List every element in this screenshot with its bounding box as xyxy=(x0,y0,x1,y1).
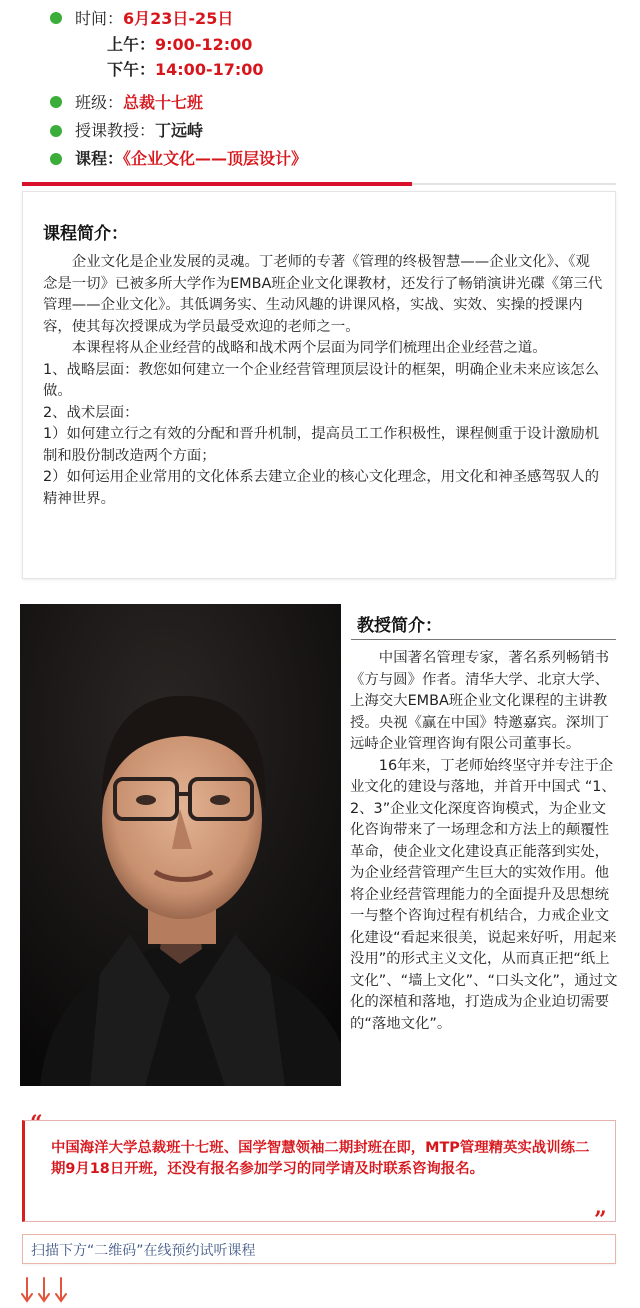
time-date: 6月23日-25日 xyxy=(123,9,234,28)
time-label: 时间： xyxy=(75,9,124,28)
course-paragraph: 2、战术层面： xyxy=(43,404,139,421)
professor-paragraph: 16年来，丁老师始终坚守并专注于企业文化的建设与落地，并首开中国式 “1、2、3”企业文化深度咨询模式，为企业文化咨询带来了一场理念和方法上的颠覆性革命，使企业文化建设真正能落到实处，为企业经营管理产生巨大的实效作用。他将企业经营管理能力的全面提升及思想统一与整个咨询过程有机结合，力戒企业文化建设“看起来很美，说起来好听，用起来没用”的形式主义文化，从而真正把“纸上文化”、“墙上文化”、“口头文化”，通过文化的深植和落地，打造成为企业迫切需要的“落地文化”。 xyxy=(350,757,618,1032)
bullet-icon xyxy=(50,96,62,108)
professor-label: 授课教授： xyxy=(75,121,156,140)
down-arrows-icon xyxy=(20,1276,70,1308)
open-quote-icon: “ xyxy=(30,1111,43,1137)
class-value: 总裁十七班 xyxy=(123,93,204,112)
class-line xyxy=(75,92,203,114)
professor-portrait-icon xyxy=(20,604,341,1086)
class-label: 班级： xyxy=(75,93,124,112)
professor-paragraph: 中国著名管理专家，著名系列畅销书《方与圆》作者。清华大学、北京大学、上海交大EMBA班企业文化课程的主讲教授。央视《赢在中国》特邀嘉宾。深圳丁远峙企业管理咨询有限公司董事长。 xyxy=(350,650,610,752)
notice-box xyxy=(22,1120,616,1222)
pm-label: 下午： xyxy=(107,60,156,79)
bullet-icon xyxy=(50,153,62,165)
course-line xyxy=(75,148,307,170)
professor-line xyxy=(75,120,203,142)
professor-title-underline xyxy=(351,639,616,640)
pm-time: 14:00-17:00 xyxy=(155,60,264,79)
bullet-icon xyxy=(50,125,62,137)
scan-qrcode-banner[interactable] xyxy=(22,1234,616,1264)
course-label: 课程： xyxy=(75,149,124,168)
section-divider-accent xyxy=(22,182,412,186)
course-paragraph: 1、战略层面：教您如何建立一个企业经营管理顶层设计的框架，明确企业未来应该怎么做。 xyxy=(43,361,600,399)
professor-photo xyxy=(20,604,341,1086)
scan-qrcode-text: 扫描下方“二维码”在线预约试听课程 xyxy=(31,1243,256,1259)
course-intro-card xyxy=(22,191,616,579)
am-time: 9:00-12:00 xyxy=(155,35,253,54)
professor-intro-title: 教授简介： xyxy=(357,616,442,636)
close-quote-icon: ” xyxy=(594,1207,607,1233)
course-paragraph: 2）如何运用企业常用的文化体系去建立企业的核心文化理念，用文化和神圣感驾驭人的精神世界。 xyxy=(43,469,600,507)
professor-intro-body xyxy=(350,648,620,1035)
pm-line xyxy=(107,59,264,81)
course-intro-body xyxy=(43,252,603,510)
section-divider xyxy=(412,183,616,185)
professor-value: 丁远峙 xyxy=(155,121,204,140)
notice-text: 中国海洋大学总裁班十七班、国学智慧领袖二期封班在即，MTP管理精英实战训练二期9月18日开班，还没有报名参加学习的同学请及时联系咨询报名。 xyxy=(51,1140,590,1177)
course-value: 《企业文化——顶层设计》 xyxy=(123,149,308,168)
course-intro-title: 课程简介： xyxy=(43,224,128,244)
time-line xyxy=(75,8,233,30)
am-line xyxy=(107,34,252,56)
course-paragraph: 本课程将从企业经营的战略和战术两个层面为同学们梳理出企业经营之道。 xyxy=(71,340,547,356)
course-paragraph: 企业文化是企业发展的灵魂。丁老师的专著《管理的终极智慧——企业文化》、《观念是一切》已被多所大学作为EMBA班企业文化课教材，还发行了畅销演讲光碟《第三代管理——企业文化》。其低调务实、生动风趣的讲课风格，实战、实效、实操的授课内容，使其每次授课成为学员最受欢迎的老师之一。 xyxy=(43,254,603,335)
class-info xyxy=(0,0,640,184)
bullet-icon xyxy=(50,12,62,24)
course-paragraph: 1）如何建立行之有效的分配和晋升机制，提高员工工作积极性，课程侧重于设计激励机制和股份制改造两个方面； xyxy=(43,426,600,464)
am-label: 上午： xyxy=(107,35,156,54)
